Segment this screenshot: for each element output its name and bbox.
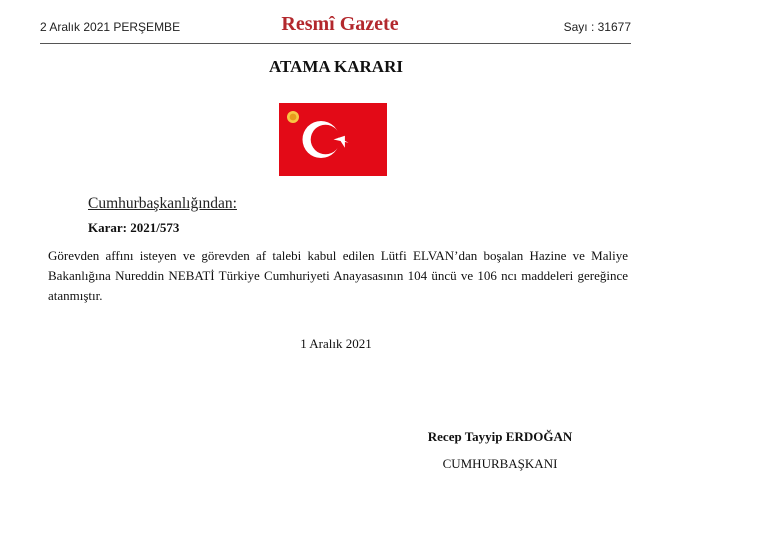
flag-emblem bbox=[287, 111, 299, 123]
signatory-name: Recep Tayyip ERDOĞAN bbox=[427, 429, 573, 444]
header-date: 2 Aralık 2021 PERŞEMBE bbox=[40, 20, 181, 34]
header-divider bbox=[40, 43, 631, 44]
turkish-flag-icon bbox=[279, 103, 387, 176]
publication-name: Resmî Gazete bbox=[281, 13, 399, 35]
issuing-authority: Cumhurbaşkanlığından: bbox=[88, 195, 237, 212]
decision-date: 1 Aralık 2021 bbox=[300, 336, 372, 351]
document-title: ATAMA KARARI bbox=[269, 57, 403, 76]
decision-number: Karar: 2021/573 bbox=[88, 220, 180, 235]
signatory-title: CUMHURBAŞKANI bbox=[442, 456, 558, 471]
decision-body-text: Görevden affını isteyen ve görevden af talebi kabul edilen Lütfi ELVAN’dan boşalan Hazine ve Maliye Bakanlığına Nureddin NEBATİ Türkiye Cumhuriyeti Anayasasının 104 üncü ve 106 ncı maddeleri gereğince atanmıştır. bbox=[48, 248, 628, 303]
issue-number: Sayı : 31677 bbox=[563, 20, 631, 34]
